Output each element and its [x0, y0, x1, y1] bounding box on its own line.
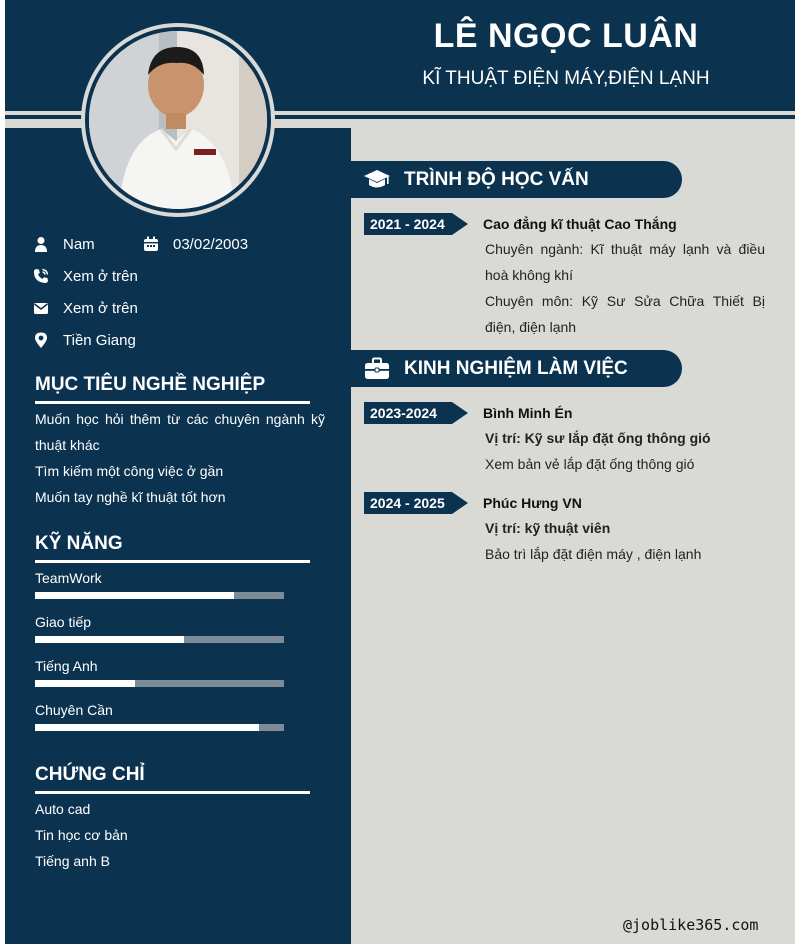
phone-row: [33, 264, 138, 288]
education-section-header: [351, 161, 682, 198]
skill-bar: [35, 680, 284, 687]
experience-heading: KINH NGHIỆM LÀM VIỆC: [404, 357, 628, 379]
user-icon: [33, 236, 49, 252]
experience-details: [485, 425, 765, 477]
skill-label: Giao tiếp: [35, 614, 92, 630]
skill-bar-fill: [35, 636, 184, 643]
skill-bar: [35, 724, 284, 731]
objective-heading: MỤC TIÊU NGHỀ NGHIỆP: [35, 374, 310, 404]
certificate-item: Auto cad: [35, 801, 91, 817]
objective-line: Tìm kiếm một công việc ở gần: [35, 463, 224, 479]
candidate-title: KĨ THUẬT ĐIỆN MÁY,ĐIỆN LẠNH: [422, 68, 710, 89]
experience-period: 2024 - 2025: [364, 492, 452, 514]
skill-bar: [35, 592, 284, 599]
phone-value: Xem ở trên: [63, 267, 138, 285]
skill-bar-fill: [35, 592, 234, 599]
certificate-item: Tiếng anh B: [35, 853, 110, 869]
birthdate-value: 03/02/2003: [173, 235, 249, 253]
location-value: Tiền Giang: [63, 331, 136, 349]
candidate-name: LÊ NGỌC LUÂN: [433, 17, 699, 55]
experience-description: Xem bản vẻ lắp đặt ống thông gió: [485, 456, 695, 472]
gender-value: Nam: [63, 235, 95, 253]
map-pin-icon: [33, 332, 49, 348]
education-subject: Chuyên môn: Kỹ Sư Sửa Chữa Thiết Bị điện, điện lạnh: [485, 293, 765, 335]
objective-text: [35, 406, 325, 510]
birthdate-row: [143, 232, 248, 256]
certificates-list: [35, 796, 325, 874]
avatar-frame: [81, 23, 275, 217]
briefcase-icon: [364, 356, 390, 382]
certificate-item: Tin học cơ bản: [35, 827, 128, 843]
experience-description: Bảo trì lắp đặt điện máy , điện lạnh: [485, 546, 702, 562]
education-heading: TRÌNH ĐỘ HỌC VẤN: [404, 168, 589, 190]
certificates-heading: CHỨNG CHỈ: [35, 764, 310, 794]
email-row: [33, 296, 138, 320]
cv-page: [5, 0, 795, 944]
skill-bar-fill: [35, 680, 135, 687]
experience-position: Vị trí: kỹ thuật viên: [485, 520, 611, 536]
experience-period: 2023-2024: [364, 402, 452, 424]
experience-section-header: [351, 350, 682, 387]
email-value: Xem ở trên: [63, 299, 138, 317]
experience-position: Vị trí: Kỹ sư lắp đặt ống thông gió: [485, 430, 711, 446]
avatar-photo: [89, 31, 267, 209]
skill-label: TeamWork: [35, 570, 102, 586]
education-school: Cao đẳng kĩ thuật Cao Thắng: [483, 216, 677, 232]
skill-bar-fill: [35, 724, 259, 731]
graduation-cap-icon: [364, 167, 390, 193]
skill-label: Chuyên Cần: [35, 702, 113, 718]
education-period: 2021 - 2024: [364, 213, 452, 235]
phone-icon: [33, 268, 49, 284]
education-details: [485, 236, 765, 340]
avatar: [89, 31, 267, 209]
location-row: [33, 328, 136, 352]
calendar-icon: [143, 236, 159, 252]
experience-company: Phúc Hưng VN: [483, 495, 582, 511]
experience-company: Bình Minh Én: [483, 405, 573, 421]
skills-heading: KỸ NĂNG: [35, 533, 310, 563]
gender-row: [33, 232, 95, 256]
education-major: Chuyên ngành: Kĩ thuật máy lạnh và điều hoà không khí: [485, 241, 765, 283]
skill-label: Tiếng Anh: [35, 658, 98, 674]
envelope-icon: [33, 300, 49, 316]
objective-line: Muốn học hỏi thêm từ các chuyên ngành kỹ thuật khác: [35, 411, 325, 453]
objective-line: Muốn tay nghề kĩ thuật tốt hơn: [35, 489, 226, 505]
watermark: @joblike365.com: [623, 916, 759, 934]
experience-details: [485, 515, 765, 567]
skill-bar: [35, 636, 284, 643]
